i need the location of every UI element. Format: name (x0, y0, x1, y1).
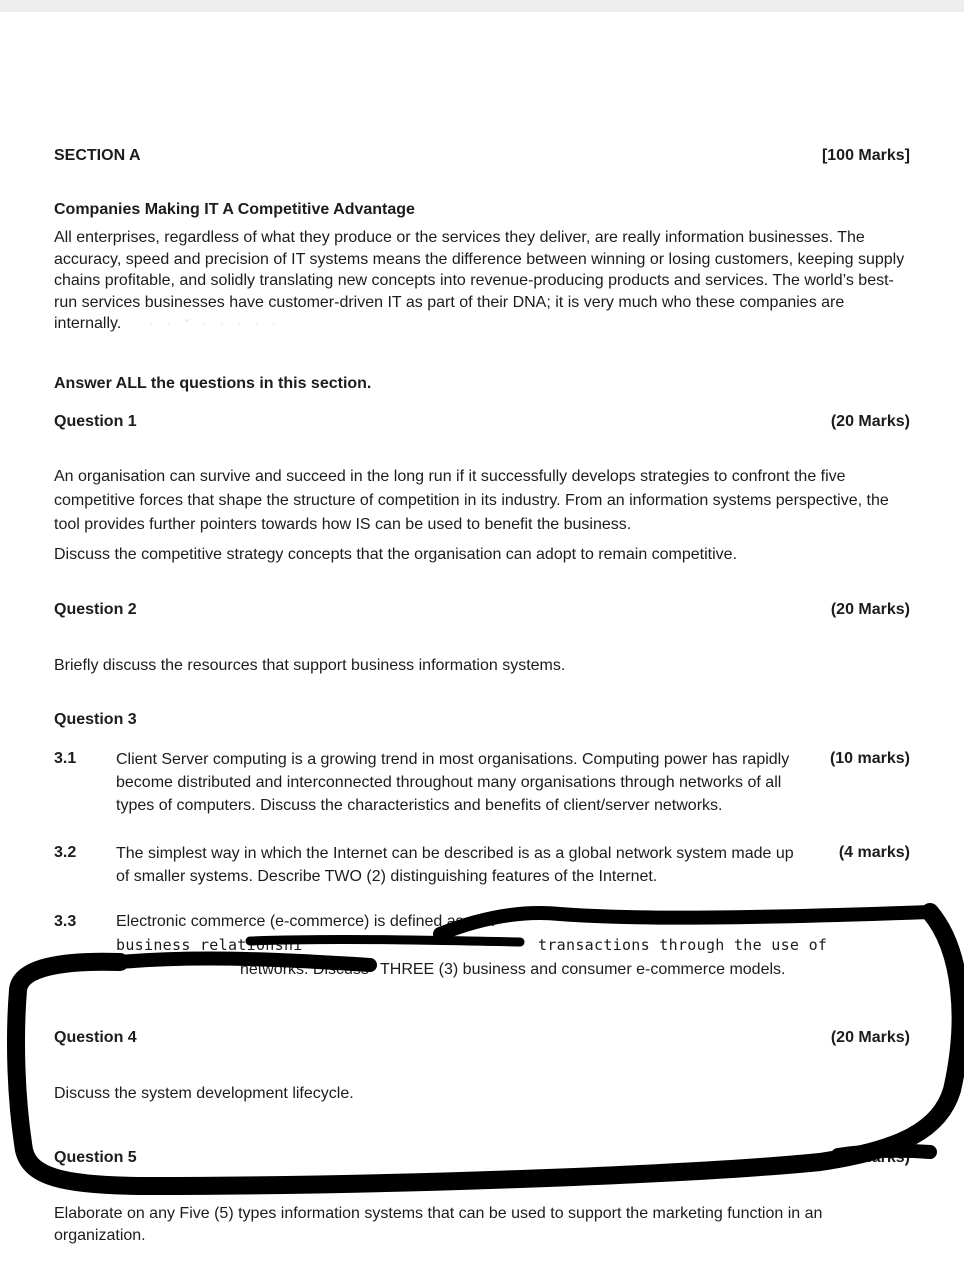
question-3-3-line-2a: business relationshi (116, 936, 303, 954)
question-4-marks: (20 Marks) (830, 1029, 910, 1046)
marker-stroke-upper (440, 912, 930, 934)
question-3-3-line-3a: networks. Discuss (240, 961, 369, 978)
question-3-1-number: 3.1 (54, 750, 77, 767)
question-2-title: Question 2 (54, 601, 137, 618)
top-edge-bar (0, 0, 964, 12)
question-3-3-line-1: Electronic commerce (e-commerce) is defined as sha (116, 913, 494, 930)
question-3-2-marks: (4 marks) (838, 844, 910, 861)
question-3-2-number: 3.2 (54, 844, 77, 861)
section-marks: [100 Marks] (821, 147, 910, 164)
question-3-title: Question 3 (54, 711, 137, 728)
question-5-marks: Marks) (858, 1149, 910, 1166)
section-instruction: Answer ALL the questions in this section. (54, 375, 372, 392)
question-2-marks: (20 Marks) (830, 601, 910, 618)
question-3-3-line-3b: THREE (3) business and consumer e-commerce models. (380, 961, 786, 978)
faint-ghost-text: · · " · · · · · (150, 318, 282, 328)
question-1-marks: (20 Marks) (830, 413, 910, 430)
question-5-text: Elaborate on any Five (5) types information systems that can be used to support the marketing function in an organization. (54, 1205, 823, 1244)
question-2-text: Briefly discuss the resources that support business information systems. (54, 657, 566, 674)
section-title: SECTION A (54, 147, 141, 164)
question-3-1-marks: (10 marks) (829, 750, 910, 767)
question-1-text: An organisation can survive and succeed in the long run if it successfully develops strategies to confront the five competitive forces that shape the structure of competition in its industry. From an information systems perspective, the tool provides further pointers towards how IS can be used to benefit the business. (54, 468, 889, 533)
case-study-title: Companies Making IT A Competitive Advantage (54, 201, 415, 218)
question-1-task: Discuss the competitive strategy concepts that the organisation can adopt to remain competitive. (54, 546, 738, 563)
question-5-title: Question 5 (54, 1149, 137, 1166)
question-4-title: Question 4 (54, 1029, 137, 1046)
question-3-1-text: Client Server computing is a growing trend in most organisations. Computing power has rapidly become distributed and interconnected throughout many organisations through networks of all types of computers. Discuss the characteristics and benefits of client/server networks. (116, 751, 790, 814)
question-3-2-text: The simplest way in which the Internet can be described is as a global network system made up of smaller systems. Describe TWO (2) distinguishing features of the Internet. (116, 845, 794, 885)
question-4-text: Discuss the system development lifecycle. (54, 1085, 354, 1102)
question-1-title: Question 1 (54, 413, 137, 430)
case-study-text: All enterprises, regardless of what they produce or the services they deliver, are really information businesses. The accuracy, speed and precision of IT systems means the difference between winning or losing customers, keeping supply chains profitable, and solidly translating new concepts into revenue-producing products and services. The world’s best-run services businesses have customer-driven IT as part of their DNA; it is very much who these companies are internally. (54, 229, 905, 332)
question-3-3-line-2b: transactions through the use of (538, 936, 828, 954)
question-3-3-number: 3.3 (54, 913, 77, 930)
